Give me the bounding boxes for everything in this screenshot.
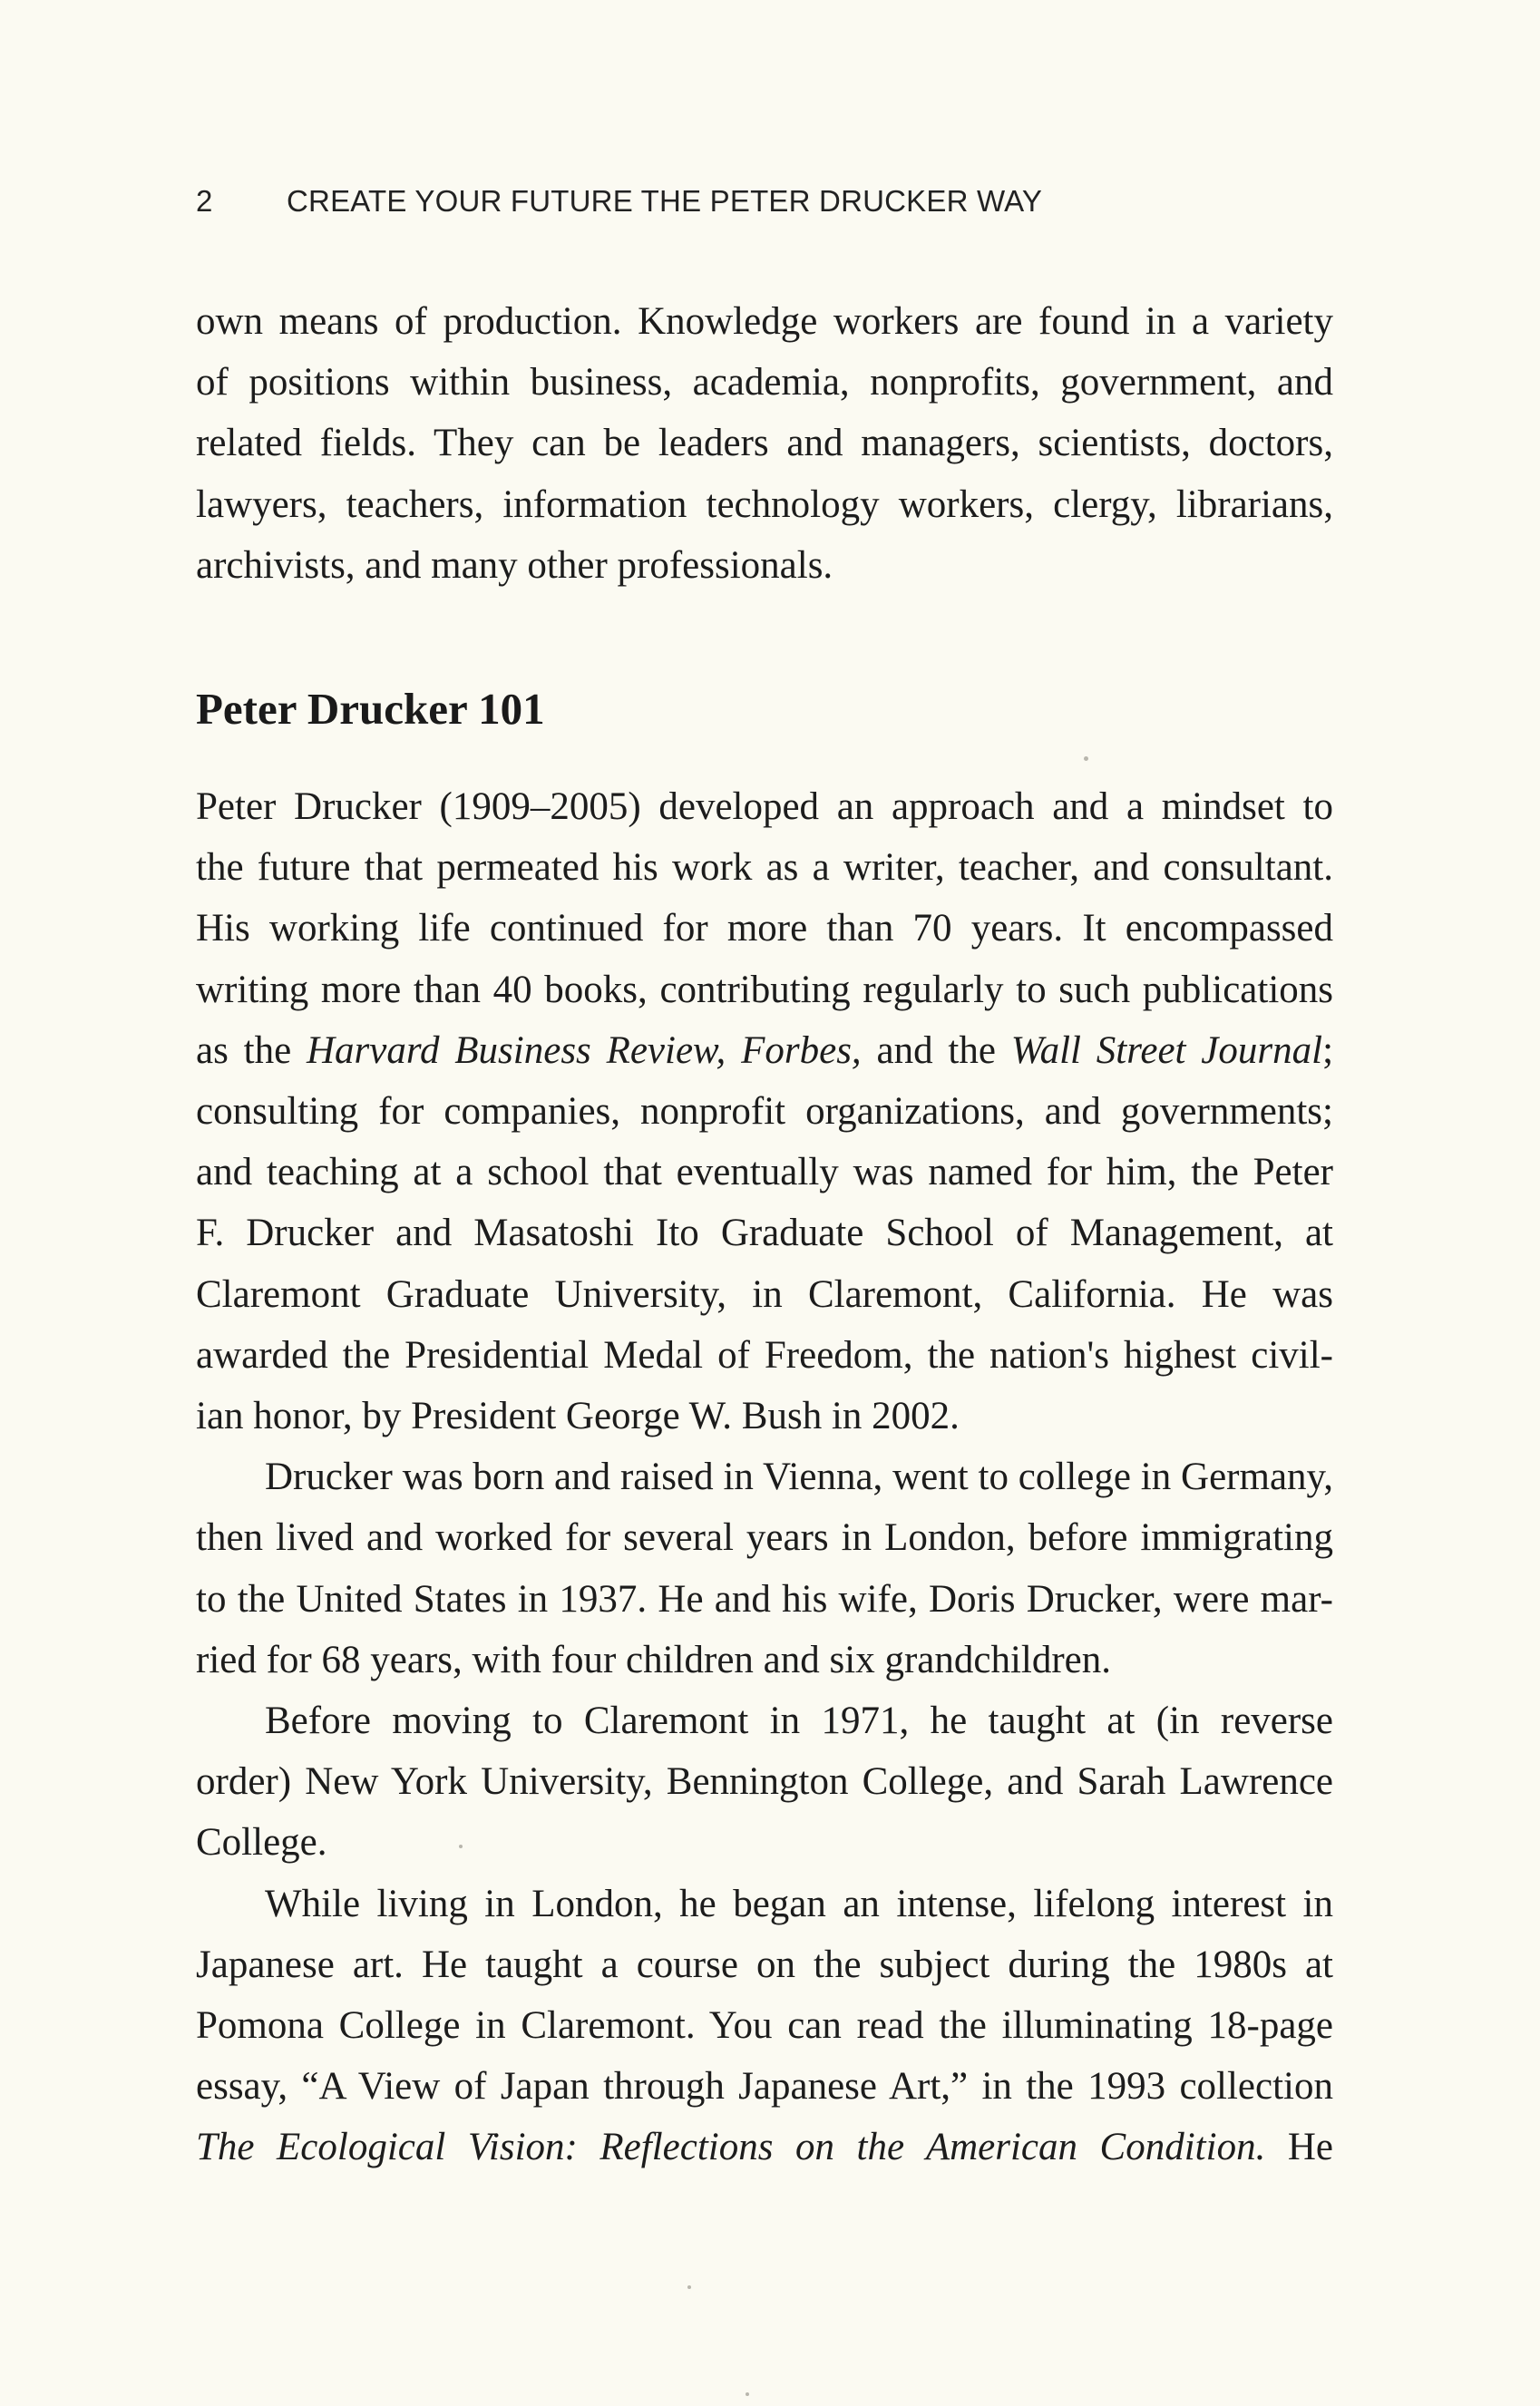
- text-line: to the United States in 1937. He and his wife, Doris Drucker, were mar-: [196, 1577, 1333, 1621]
- text-line: Pomona College in Claremont. You can read the illuminating 18-page: [196, 2004, 1333, 2048]
- text-line: His working life continued for more than 70 years. It encompassed: [196, 907, 1333, 950]
- page-number: 2: [196, 184, 213, 218]
- text-line: Before moving to Claremont in 1971, he taught at (in reverse: [265, 1700, 1333, 1743]
- text-line: order) New York University, Bennington College, and Sarah Lawrence: [196, 1760, 1333, 1804]
- intro-paragraph: [196, 291, 1333, 596]
- text-line: [196, 2117, 1333, 2177]
- publication-title: Forbes,: [741, 1028, 862, 1072]
- section-body: [196, 776, 1333, 2178]
- text-run: [726, 1029, 741, 1072]
- text-line: the future that permeated his work as a writer, teacher, and consultant.: [196, 846, 1333, 890]
- text-line: of positions within business, academia, nonprofits, government, and: [196, 361, 1333, 404]
- text-line: Peter Drucker (1909–2005) developed an approach and a mindset to: [196, 785, 1333, 828]
- text-run: and the: [861, 1028, 1011, 1072]
- scan-speck: [1084, 756, 1088, 761]
- text-line: writing more than 40 books, contributing regularly to such publications: [196, 968, 1333, 1011]
- text-line: Drucker was born and raised in Vienna, went to college in Germany,: [265, 1456, 1333, 1499]
- text-line: While living in London, he began an intense, lifelong interest in: [265, 1882, 1333, 1925]
- text-line: and teaching at a school that eventually was named for him, the Peter: [196, 1151, 1333, 1194]
- publication-title: Harvard Business Review,: [306, 1028, 726, 1072]
- text-line: then lived and worked for several years in London, before immigrating: [196, 1516, 1333, 1560]
- text-line: own means of production. Knowledge workers are found in a variety: [196, 300, 1333, 343]
- text-run: He: [1265, 2126, 1334, 2169]
- text-line: awarded the Presidential Medal of Freedom, the nation's highest civil-: [196, 1333, 1333, 1377]
- text-run: as the: [196, 1028, 307, 1072]
- text-line: archivists, and many other professionals.: [196, 543, 833, 587]
- text-line: F. Drucker and Masatoshi Ito Graduate School of Management, at: [196, 1212, 1333, 1255]
- running-head: [196, 184, 1042, 219]
- text-line: [196, 1020, 1333, 1081]
- publication-title: Wall Street Journal: [1010, 1028, 1323, 1072]
- text-line: ian honor, by President George W. Bush in 2002.: [196, 1395, 960, 1438]
- text-line: Japanese art. He taught a course on the subject during the 1980s at: [196, 1943, 1333, 1986]
- section-heading: Peter Drucker 101: [196, 684, 545, 734]
- scan-speck: [687, 2285, 691, 2289]
- book-title-citation: The Ecological Vision: Reflections on the American Condition.: [196, 2126, 1266, 2169]
- text-line: essay, “A View of Japan through Japanese Art,” in the 1993 collection: [196, 2065, 1333, 2109]
- scan-speck: [459, 1845, 463, 1848]
- text-line: lawyers, teachers, information technology workers, clergy, librarians,: [196, 482, 1333, 526]
- text-line: College.: [196, 1821, 327, 1865]
- text-line: ried for 68 years, with four children and six grandchildren.: [196, 1638, 1111, 1681]
- text-line: related fields. They can be leaders and managers, scientists, doctors,: [196, 422, 1333, 465]
- scan-speck: [746, 2392, 749, 2396]
- book-title: CREATE YOUR FUTURE THE PETER DRUCKER WAY: [287, 184, 1043, 218]
- text-line: Claremont Graduate University, in Claremont, California. He was: [196, 1272, 1333, 1316]
- text-run: ;: [1322, 1028, 1334, 1072]
- text-line: consulting for companies, nonprofit organizations, and governments;: [196, 1090, 1333, 1134]
